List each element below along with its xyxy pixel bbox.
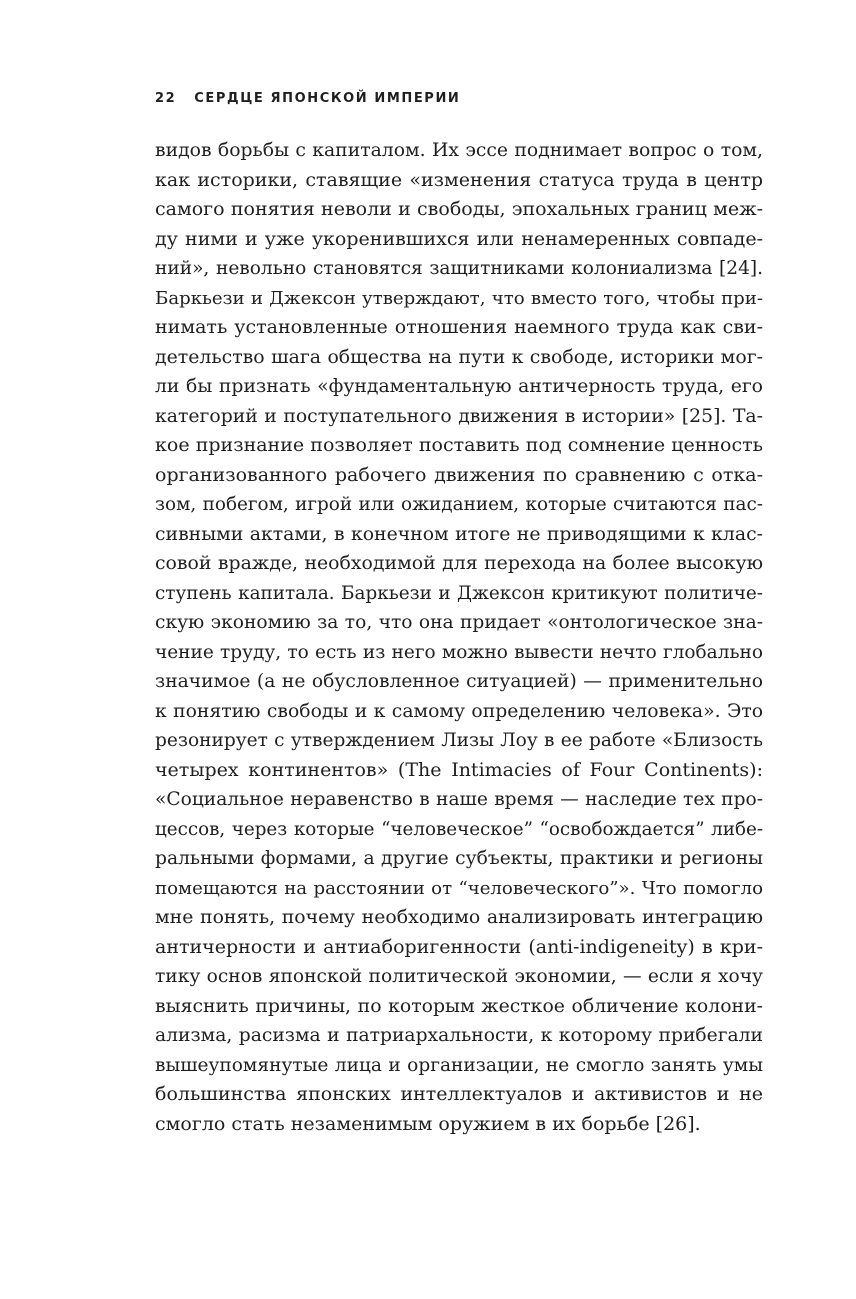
text-line: категорий и поступательного движения в истории» [25]. Та- xyxy=(155,405,763,427)
text-line: самого понятия неволи и свободы, эпохальных границ меж- xyxy=(155,198,763,220)
text-line: большинства японских интеллектуалов и активистов и не xyxy=(155,1083,763,1105)
running-head-title: СЕРДЦЕ ЯПОНСКОЙ ИМПЕРИИ xyxy=(194,91,461,106)
text-line: «Социальное неравенство в наше время — наследие тех про- xyxy=(155,789,763,810)
text-line: цессов, через которые “человеческое” “освобождается” либе- xyxy=(155,818,763,840)
text-line: организованного рабочего движения по сравнению с отка- xyxy=(155,463,763,486)
text-line: к понятию свободы и к самому определению человека». Это xyxy=(155,700,763,722)
text-line: мне понять, почему необходимо анализировать интеграцию xyxy=(155,906,763,928)
text-line: чение труду, то есть из него можно вывести нечто глобально xyxy=(155,641,763,663)
text-line: ральными формами, а другие субъекты, практики и регионы xyxy=(155,848,763,869)
body-paragraph xyxy=(155,136,763,1139)
text-line: детельство шага общества на пути к свободе, историки мог- xyxy=(155,345,763,368)
text-line: ли бы признать «фундаментальную античерность труда, его xyxy=(155,376,763,397)
text-line: ступень капитала. Баркьези и Джексон критикуют политиче- xyxy=(155,582,763,604)
text-line: помещаются на расстоянии от “человеческого”». Что помогло xyxy=(155,877,763,899)
text-line: вышеупомянутые лица и организации, не смогло занять умы xyxy=(155,1054,763,1076)
text-line: сивными актами, в конечном итоге не приводящими к клас- xyxy=(155,523,763,545)
text-line: кое признание позволяет поставить под сомнение ценность xyxy=(155,434,763,456)
text-line: четырех континентов» (The Intimacies of Four Continents): xyxy=(155,758,763,781)
text-line: выяснить причины, по которым жесткое обличение колони- xyxy=(155,995,763,1017)
running-head xyxy=(155,91,765,113)
text-line: скую экономию за то, что она придает «онтологическое зна- xyxy=(155,612,763,633)
text-line: ализма, расизма и патриархальности, к которому прибегали xyxy=(155,1025,763,1046)
text-line: совой вражде, необходимой для перехода на более высокую xyxy=(155,552,763,574)
text-line: Баркьези и Джексон утверждают, что вместо того, чтобы при- xyxy=(155,287,763,309)
page-number: 22 xyxy=(155,91,177,106)
text-line: античерности и антиаборигенности (anti-indigeneity) в кри- xyxy=(155,935,763,958)
text-line: значимое (а не обусловленное ситуацией) — применительно xyxy=(155,671,763,692)
text-line: видов борьбы с капиталом. Их эссе поднимает вопрос о том, xyxy=(155,140,763,161)
text-line: зом, побегом, игрой или ожиданием, которые считаются пас- xyxy=(155,494,763,515)
text-line: ду ними и уже укоренившихся или ненамеренных совпаде- xyxy=(155,227,763,250)
text-line: как историки, ставящие «изменения статуса труда в центр xyxy=(155,168,763,191)
text-line: тику основ японской политической экономии, — если я хочу xyxy=(155,966,763,987)
text-line: смогло стать незаменимым оружием в их борьбе [26]. xyxy=(155,1112,701,1135)
text-line: ний», невольно становятся защитниками колониализма [24]. xyxy=(155,258,763,279)
text-line: нимать установленные отношения наемного труда как сви- xyxy=(155,316,763,338)
text-line: резонирует с утверждением Лизы Лоу в ее работе «Близость xyxy=(155,730,763,751)
